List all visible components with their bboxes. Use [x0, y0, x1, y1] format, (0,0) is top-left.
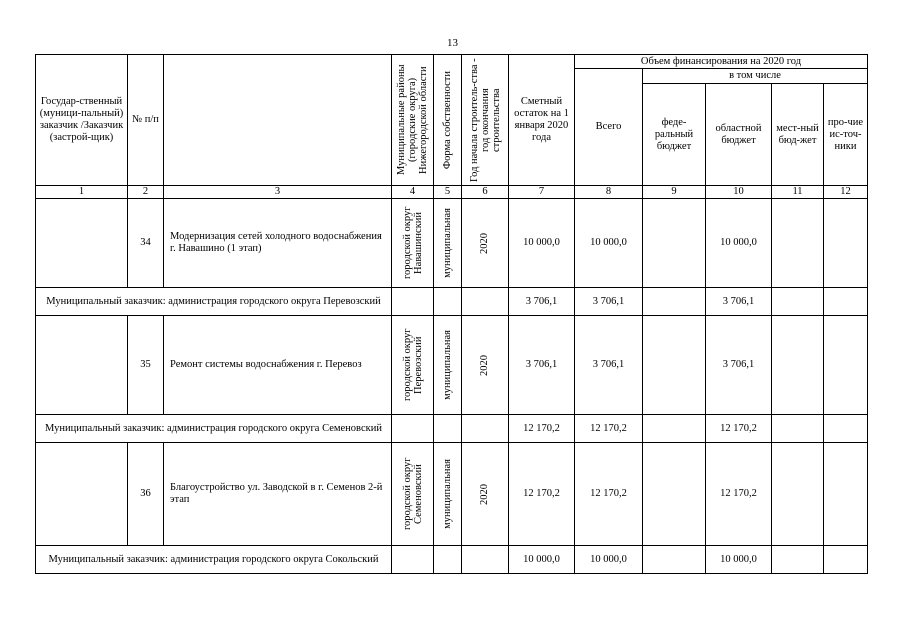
cell-total: 12 170,2	[575, 415, 643, 443]
cell-district	[392, 415, 434, 443]
cell-project-name: Благоустройство ул. Заводской в г. Семенов 2-й этап	[164, 443, 392, 546]
header-district: Муниципальные районы (городские округа) Нижегородской области	[392, 55, 434, 186]
cell-number: 34	[128, 199, 164, 288]
cell-federal	[643, 199, 706, 288]
cell-local	[772, 316, 824, 415]
cell-project-name: Модернизация сетей холодного водоснабжения г. Навашино (1 этап)	[164, 199, 392, 288]
cell-customer-label: Муниципальный заказчик: администрация городского округа Семеновский	[36, 415, 392, 443]
table-row	[36, 443, 868, 546]
cell-remaining: 12 170,2	[509, 415, 575, 443]
cell-year: 2020	[462, 443, 509, 546]
cell-other	[824, 415, 868, 443]
cell-other	[824, 316, 868, 415]
cell-local	[772, 546, 824, 574]
financing-table	[35, 54, 868, 574]
table-row	[36, 199, 868, 288]
cell-regional: 12 170,2	[706, 415, 772, 443]
cell-ownership	[434, 546, 462, 574]
cell-local	[772, 199, 824, 288]
cell-year: 2020	[462, 199, 509, 288]
cell-district	[392, 546, 434, 574]
cell-number: 36	[128, 443, 164, 546]
cell-district: городской округ Навашинский	[392, 199, 434, 288]
cell-remaining: 10 000,0	[509, 199, 575, 288]
header-regional: областной бюджет	[706, 84, 772, 186]
cell-remaining: 3 706,1	[509, 316, 575, 415]
cell-regional: 12 170,2	[706, 443, 772, 546]
header-local: мест-ный бюд-жет	[772, 84, 824, 186]
cell-district	[392, 288, 434, 316]
cell-ownership: муниципальная	[434, 316, 462, 415]
header-customer: Государ-ственный (муници-пальный) заказчик /Заказчик (застрой-щик)	[36, 55, 128, 186]
cell-year	[462, 415, 509, 443]
header-name	[164, 55, 392, 186]
column-number: 7	[509, 186, 575, 199]
cell-project-name: Ремонт системы водоснабжения г. Перевоз	[164, 316, 392, 415]
column-number: 10	[706, 186, 772, 199]
cell-number: 35	[128, 316, 164, 415]
table-row	[36, 415, 868, 443]
cell-local	[772, 288, 824, 316]
cell-other	[824, 199, 868, 288]
cell-federal	[643, 443, 706, 546]
table-row	[36, 546, 868, 574]
page-number: 13	[447, 37, 458, 49]
cell-regional: 3 706,1	[706, 288, 772, 316]
cell-ownership	[434, 288, 462, 316]
column-number: 1	[36, 186, 128, 199]
header-federal: феде-ральный бюджет	[643, 84, 706, 186]
cell-federal	[643, 316, 706, 415]
cell-customer	[36, 443, 128, 546]
header-years: Год начала строитель-ства - год окончания строительства	[462, 55, 509, 186]
column-number: 6	[462, 186, 509, 199]
cell-regional: 10 000,0	[706, 546, 772, 574]
cell-federal	[643, 415, 706, 443]
cell-other	[824, 443, 868, 546]
cell-total: 10 000,0	[575, 546, 643, 574]
table-row	[36, 288, 868, 316]
column-number-row	[36, 186, 868, 199]
column-number: 9	[643, 186, 706, 199]
cell-remaining: 10 000,0	[509, 546, 575, 574]
cell-ownership: муниципальная	[434, 199, 462, 288]
cell-total: 3 706,1	[575, 288, 643, 316]
cell-remaining: 12 170,2	[509, 443, 575, 546]
header-remaining: Сметный остаток на 1 января 2020 года	[509, 55, 575, 186]
cell-district: городской округ Перевозский	[392, 316, 434, 415]
column-number: 4	[392, 186, 434, 199]
cell-customer-label: Муниципальный заказчик: администрация городского округа Перевозский	[36, 288, 392, 316]
header-including: в том числе	[643, 69, 868, 84]
cell-regional: 10 000,0	[706, 199, 772, 288]
cell-federal	[643, 288, 706, 316]
cell-total: 3 706,1	[575, 316, 643, 415]
column-number: 12	[824, 186, 868, 199]
cell-other	[824, 288, 868, 316]
cell-federal	[643, 546, 706, 574]
header-ownership: Форма собственности	[434, 55, 462, 186]
table-row	[36, 316, 868, 415]
cell-customer	[36, 199, 128, 288]
cell-total: 10 000,0	[575, 199, 643, 288]
cell-year: 2020	[462, 316, 509, 415]
header-total: Всего	[575, 69, 643, 186]
cell-year	[462, 288, 509, 316]
cell-year	[462, 546, 509, 574]
cell-regional: 3 706,1	[706, 316, 772, 415]
cell-total: 12 170,2	[575, 443, 643, 546]
cell-customer	[36, 316, 128, 415]
cell-ownership: муниципальная	[434, 443, 462, 546]
header-financing: Объем финансирования на 2020 год	[575, 55, 868, 69]
column-number: 11	[772, 186, 824, 199]
cell-remaining: 3 706,1	[509, 288, 575, 316]
cell-local	[772, 443, 824, 546]
cell-local	[772, 415, 824, 443]
cell-other	[824, 546, 868, 574]
cell-ownership	[434, 415, 462, 443]
cell-district: городской округ Семеновский	[392, 443, 434, 546]
column-number: 5	[434, 186, 462, 199]
header-number: № п/п	[128, 55, 164, 186]
header-other: про-чие ис-точ-ники	[824, 84, 868, 186]
column-number: 3	[164, 186, 392, 199]
column-number: 8	[575, 186, 643, 199]
cell-customer-label: Муниципальный заказчик: администрация городского округа Сокольский	[36, 546, 392, 574]
column-number: 2	[128, 186, 164, 199]
